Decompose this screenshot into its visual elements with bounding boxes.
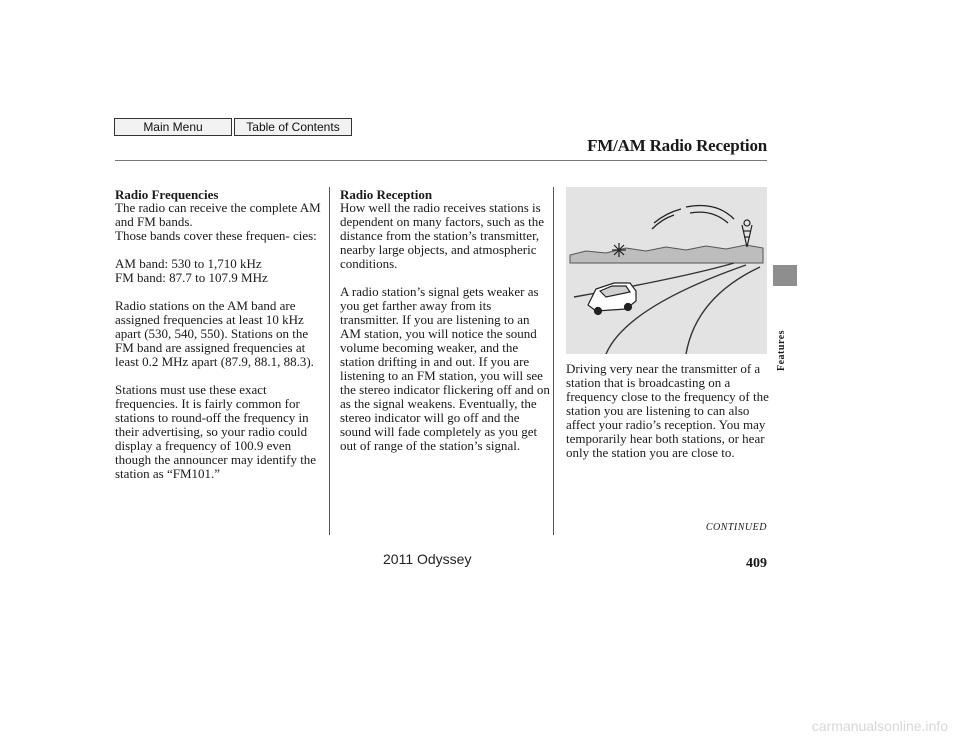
car-transmitter-illustration [566,187,767,354]
page-title: FM/AM Radio Reception [587,136,767,155]
column-divider [553,187,554,535]
fm-band-text: FM band: 87.7 to 107.9 MHz [115,270,268,285]
main-menu-button[interactable]: Main Menu [114,118,232,136]
intro-paragraph: The radio can receive the complete AM and FM bands. [115,200,321,229]
column-divider [329,187,330,535]
features-label: Features [776,329,787,371]
left-column [115,201,325,481]
exact-frequencies-paragraph: Stations must use these exact frequencies. It is fairly common for stations to round-off the frequency in their advertising, so your radio could display a frequency of 100.9 even though the announcer may identify the station as “FM101.” [115,382,317,481]
watermark: carmanualsonline.info [811,718,948,734]
am-band-text: AM band: 530 to 1,710 kHz [115,256,262,271]
page-number: 409 [746,556,767,571]
section-tab-marker [773,265,797,286]
side-tab-label [776,291,794,381]
bands-paragraph: Those bands cover these frequen- cies: [115,228,317,243]
near-transmitter-paragraph: Driving very near the transmitter of a station that is broadcasting on a frequency close to the frequency of the station you are listening to can also affect your radio’s reception. You may temporarily hear both stations, or hear only the station you are close to. [566,361,769,460]
radio-reception-illustration [566,187,767,354]
continued-label: CONTINUED [705,522,767,533]
signal-weaker-paragraph: A radio station’s signal gets weaker as you get farther away from its transmitter. If you are listening to an AM station, you will notice the sound volume becoming weaker, and the station drifting in and out. If you are listening to an FM station, you will see the stereo indicator flickering off and on as the signal weakens. Eventually, the stereo indicator will go off and the sound will fade completely as you get out of range of the station’s signal. [340,284,550,453]
reception-factors-paragraph: How well the radio receives stations is dependent on many factors, such as the distance from the station’s transmitter, nearby large objects, and atmospheric conditions. [340,200,544,271]
assigned-frequencies-paragraph: Radio stations on the AM band are assigned frequencies at least 10 kHz apart (530, 540, 550). Stations on the FM band are assigned frequencies at least 0.2 MHz apart (87.9, 88.1, 88.3). [115,298,314,369]
section-heading-radio-frequencies: Radio Frequencies [115,187,219,202]
section-heading-radio-reception: Radio Reception [340,187,433,202]
model-label: 2011 Odyssey [383,551,472,567]
header-rule [115,160,767,161]
right-column [566,362,769,460]
table-of-contents-button[interactable]: Table of Contents [234,118,352,136]
middle-column [340,201,550,453]
